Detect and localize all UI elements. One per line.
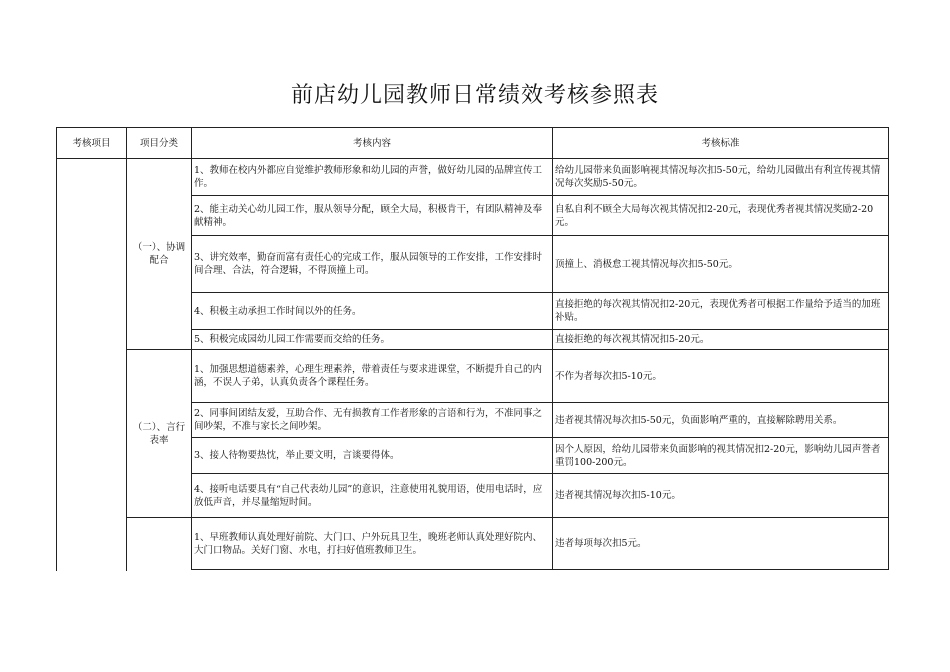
empty-cell (553, 570, 889, 571)
page-title: 前店幼儿园教师日常绩效考核参照表 (290, 83, 659, 108)
header-row (57, 128, 889, 159)
standard-cell: 顶撞上、消极怠工视其情况每次扣5-50元。 (553, 236, 889, 293)
category-cell: （一）、协调配合 (127, 159, 192, 350)
content-cell: 2、能主动关心幼儿园工作，服从领导分配，顾全大局，积极肯干，有团队精神及奉献精神。 (192, 196, 553, 236)
table-row (57, 350, 889, 403)
table-row (57, 159, 889, 196)
standard-cell: 违者每项每次扣5元。 (553, 518, 889, 570)
content-cell: 3、讲究效率，勤奋而富有责任心的完成工作，服从园领导的工作安排，工作安排时间合理、合法，符合逻辑，不得顶撞上司。 (192, 236, 553, 293)
content-cell: 3、接人待物要热忱，举止要文明，言谈要得体。 (192, 438, 553, 474)
standard-cell: 不作为者每次扣5-10元。 (553, 350, 889, 403)
header-assessment-item: 考核项目 (57, 128, 127, 159)
standard-cell: 给幼儿园带来负面影响视其情况每次扣5-50元，给幼儿园做出有利宣传视其情况每次奖励5-50元。 (553, 159, 889, 196)
content-cell: 1、早班教师认真处理好前院、大门口、户外玩具卫生，晚班老师认真处理好院内、大门口物品。关好门窗、水电，打扫好值班教师卫生。 (192, 518, 553, 570)
assessment-item-cell (57, 159, 127, 571)
standard-cell: 直接拒绝的每次视其情况扣5-20元。 (553, 330, 889, 350)
header-item-category: 项目分类 (127, 128, 192, 159)
standard-cell: 违者视其情况每次扣5-50元，负面影响严重的，直接解除聘用关系。 (553, 403, 889, 438)
header-assessment-standard: 考核标准 (553, 128, 889, 159)
standard-cell: 自私自利不顾全大局每次视其情况扣2-20元，表现优秀者视其情况奖励2-20元。 (553, 196, 889, 236)
category-cell: （二）、言行表率 (127, 350, 192, 518)
content-cell: 5、积极完成园幼儿园工作需要而交给的任务。 (192, 330, 553, 350)
category-cell (127, 518, 192, 571)
standard-cell: 因个人原因，给幼儿园带来负面影响的视其情况扣2-20元，影响幼儿园声誉者重罚100-200元。 (553, 438, 889, 474)
assessment-table (56, 127, 889, 570)
content-cell: 2、同事间团结友爱，互助合作、无有损教育工作者形象的言语和行为，不准同事之间吵架，不准与家长之间吵架。 (192, 403, 553, 438)
content-cell: 1、加强思想道德素养，心理生理素养，带着责任与要求进课堂，不断提升自己的内涵，不误人子弟，认真负责各个课程任务。 (192, 350, 553, 403)
table-row (57, 518, 889, 570)
standard-cell: 直接拒绝的每次视其情况扣2-20元，表现优秀者可根据工作量给予适当的加班补贴。 (553, 293, 889, 330)
content-cell: 4、积极主动承担工作时间以外的任务。 (192, 293, 553, 330)
content-cell: 1、教师在校内外都应自觉维护教师形象和幼儿园的声誉，做好幼儿园的品牌宣传工作。 (192, 159, 553, 196)
standard-cell: 违者视其情况每次扣5-10元。 (553, 474, 889, 518)
empty-cell (192, 570, 553, 571)
header-assessment-content: 考核内容 (192, 128, 553, 159)
content-cell: 4、接听电话要具有“自己代表幼儿园”的意识，注意使用礼貌用语，使用电话时，应放低声音，并尽量缩短时间。 (192, 474, 553, 518)
